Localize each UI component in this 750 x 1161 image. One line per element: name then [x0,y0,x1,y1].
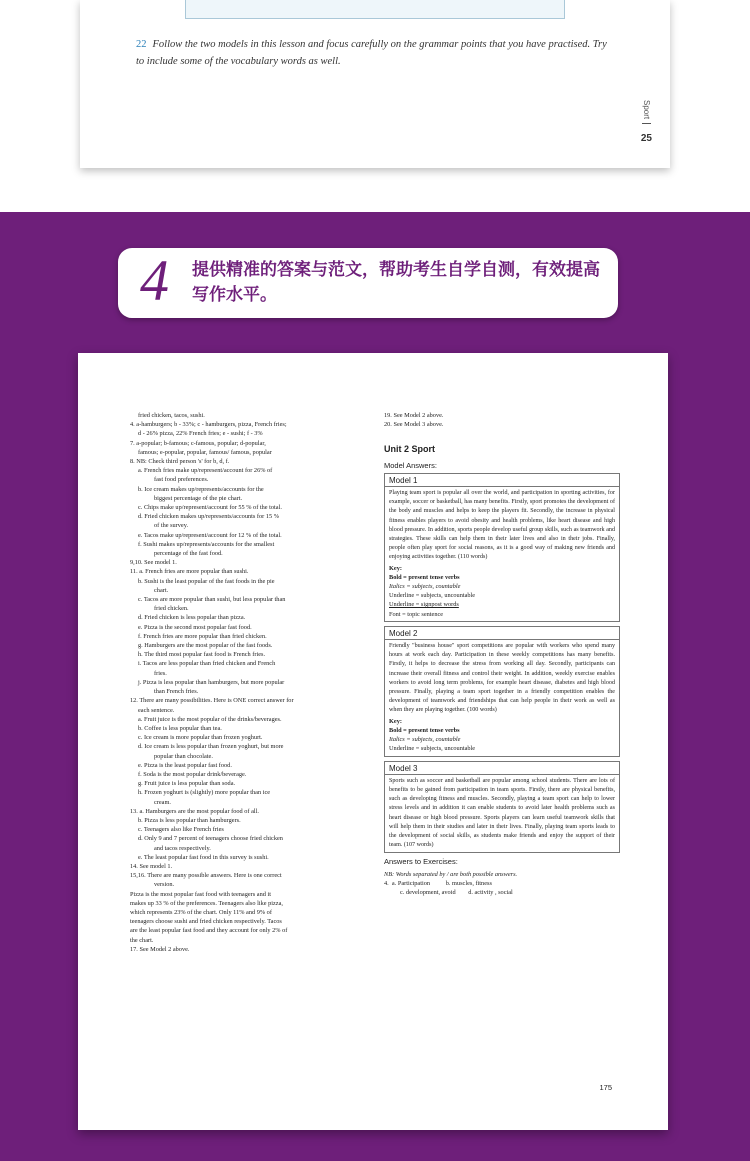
answer-line: makes up 33 % of the preferences. Teenagers also like pizza, [130,899,283,907]
key-line: Bold = present tense verbs [389,573,460,581]
answer-line: cream. [154,798,171,806]
answer-key-page [78,353,668,1130]
key-line: Key: [389,717,402,725]
previous-content-box [185,0,565,19]
answer-line: 14. See model 1. [130,862,173,870]
answer-line: f. French fries are more popular than fried chicken. [138,632,267,640]
answer-line: e. Pizza is the least popular fast food. [138,761,232,769]
answer-line: c. Ice cream is more popular than frozen yoghurt. [138,734,263,742]
answer-line: famous; e-popular, popular, famous/ famous, popular [138,448,272,456]
answer-line: version. [154,881,175,889]
task-text: Follow the two models in this lesson and focus carefully on the grammar points that you have practised. Try to include some of the vocabulary words as well. [136,39,607,67]
answer-line: b. Coffee is less popular than tea. [138,724,222,732]
answer-line: e. The least popular fast food in this survey is sushi. [138,853,269,861]
answer-line: 9,10. See model 1. [130,559,177,567]
side-tab [641,100,652,144]
model-1-box [384,473,620,622]
model-body: Friendly "business house" sport competitions are popular with workers who spend many hours at work each day. Participation in these weekly competitions has many benefits. Firstly, it helps to decrease the stress from working all day. Secondly, participants can increase their overall fitness and control their weight. In addition, weekly exercise enables workers to avoid long term problems, for example heart disease, diabetes and high blood pressure. Finally, playing a team sport together in a friendly competition enables the development of teamwork and friendships that can help people in their work as well as when they are playing together. (100 words) [389,643,615,714]
banner-text: 提供精准的答案与范文，帮助考生自学自测，有效提高写作水平。 [192,260,600,305]
answer-line: fried chicken, tacos, sushi. [138,412,205,419]
answer-line: fries. [154,669,167,677]
answer-line: 17. See Model 2 above. [130,945,190,953]
answer-line: 19. See Model 2 above. [384,412,444,419]
answer-line: fried chicken. [154,605,189,613]
model-answers-heading: Model Answers: [384,460,437,470]
answer-line: 8. NB: Check third person 's' for b, d, f. [130,458,230,466]
answer-line: 7. a-popular; b-famous; c-famous, popular; d-popular, [130,439,266,447]
left-column [130,411,414,954]
model-3-box [384,761,620,854]
answer-line: i. Tacos are less popular than fried chicken and French [138,660,276,668]
key-line: Italics = subjects, countable [389,736,461,744]
answer-line: e. Tacos make up/represent/account for 12 % of the total. [138,531,282,539]
exercises-heading: Answers to Exercises: [384,857,458,867]
key-line: Bold = present tense verbs [389,726,460,734]
answer-line: 13. a. Hamburgers are the most popular food of all. [130,807,259,815]
key-line: Underline = signpost words [389,601,459,609]
answer-line: h. The third most popular fast food is French fries. [138,651,266,659]
answer-line: fast food preferences. [154,476,209,484]
top-page-number: 25 [640,133,652,145]
answer-line: b. Pizza is less popular than hamburgers. [138,816,241,824]
task-number: 22 [136,39,147,50]
answer-line: each sentence. [138,706,175,714]
answer-line: a. French fries make up/represent/account for 26% of [138,467,273,475]
exercise-line: 4. a. Participation b. muscles, fitness [384,879,492,887]
exercise-line: c. development, avoid d. activity , social [400,888,513,896]
answer-line: a. Fruit juice is the most popular of the drinks/beverages. [138,715,282,723]
answer-line: Pizza is the most popular fast food with teenagers and it [130,890,271,898]
answer-line: which represents 23% of the chart. Only 11% and 9% of [130,908,272,916]
answer-line: e. Pizza is the second most popular fast food. [138,623,252,631]
answer-line: are the least popular fast food and they account for only 2% of [130,927,288,935]
answer-line: 20. See Model 3 above. [384,421,444,429]
key-line: Italics = subjects, countable [389,583,461,591]
writing-task [136,36,616,70]
right-column [384,411,620,897]
answer-line: the chart. [130,936,154,944]
answer-line: c. Chips make up/represent/account for 55 % of the total. [138,504,282,512]
answer-line: 4. a-hamburgers; b - 33%; c - hamburgers, pizza, French fries; [130,421,287,429]
unit-title: Unit 2 Sport [384,444,435,455]
answer-line: d. Fried chicken makes up/represents/accounts for 15 % [138,513,279,521]
model-title: Model 1 [385,476,619,487]
side-label: Sport [642,100,651,124]
key-line: Key: [389,564,402,572]
answer-line: d. Ice cream is less popular than frozen yoghurt, but more [138,743,284,751]
answer-line: b. Ice cream makes up/represents/accounts for the [138,485,264,493]
answer-line: g. Hamburgers are the most popular of the fast foods. [138,642,273,650]
answer-line: 11. a. French fries are more popular than sushi. [130,568,249,576]
feature-banner [118,248,618,318]
model-2-box [384,626,620,757]
banner-number: 4 [140,248,169,313]
model-title: Model 3 [385,764,619,775]
book-page-number: 175 [599,1083,612,1092]
answer-line: g. Fruit juice is less popular than soda. [138,780,236,788]
answer-line: f. Sushi makes up/represents/accounts for the smallest [138,540,275,548]
answer-line: percentage of the fast food. [154,550,223,558]
key-line: Underline = subjects, uncountable [389,592,476,600]
answer-line: f. Soda is the most popular drink/beverage. [138,770,247,778]
answer-line: and tacos respectively. [154,844,211,852]
answer-line: teenagers choose sushi and fried chicken respectively. Tacos [130,918,282,926]
exercise-note: NB: Words separated by / are both possible answers. [384,870,518,878]
answer-line: c. Teenagers also like French fries [138,826,224,834]
answer-line: d - 26% pizza, 22% French fries; e - sushi; f - 3% [138,430,263,438]
answer-line: popular than chocolate. [154,752,213,760]
model-body: Sports such as soccer and basketball are popular among school students. There are lots of benefits to be gained from participation in team sports. Firstly, there are physical benefits, such as developing fitness and muscles. Secondly, playing a team sport can help to lower stress levels and in addition it can enable students to avoid later health problems such as heart disease or high blood pressure. Sports players can learn useful teamwork skills that will help them in their studies and later in their lives. Finally, playing team sports leads to the development of social skills, as students make friends and enjoy the support of their team. (107 words) [389,777,615,849]
answer-line: biggest percentage of the pie chart. [154,494,243,502]
answer-line: of the survey. [154,522,189,530]
textbook-page-top [80,0,670,168]
key-line: Font = topic sentence [389,610,444,618]
answer-line: b. Sushi is the least popular of the fast foods in the pie [138,577,275,585]
model-body: Playing team sport is popular all over the world, and participation in sporting activities, for example, soccer or basketball, has many benefits. Firstly, sport promotes the development of the body and muscles and helps to keep the players fit. Secondly, the increase in physical fitness enables players to avoid obesity and health problems, like heart disease and high blood pressure. In addition, sports people develop useful group skills, such as teamwork and strategies. These skills can help them in their later lives and also in their jobs. Finally, people often play sport for social reasons, as it is a good way of making new friends and enjoying activities together. (110 words) [389,490,615,561]
answer-line: 12. There are many possibilities. Here is ONE correct answer for [130,697,294,705]
answer-line: j. Pizza is less popular than hamburgers, but more popular [138,678,285,686]
answer-line: chart. [154,586,169,594]
key-line: Underline = subjects, uncountable [389,745,476,753]
answer-line: c. Tacos are more popular than sushi, but less popular than [138,596,286,604]
answer-line: d. Fried chicken is less popular than pizza. [138,614,246,622]
answer-line: 15,16. There are many possible answers. Here is one correct [130,872,282,880]
answer-line: than French fries. [154,688,199,696]
answer-line: d. Only 9 and 7 percent of teenagers choose fried chicken [138,835,283,843]
answer-line: h. Frozen yoghurt is (slightly) more popular than ice [138,789,271,797]
model-title: Model 2 [385,629,619,640]
